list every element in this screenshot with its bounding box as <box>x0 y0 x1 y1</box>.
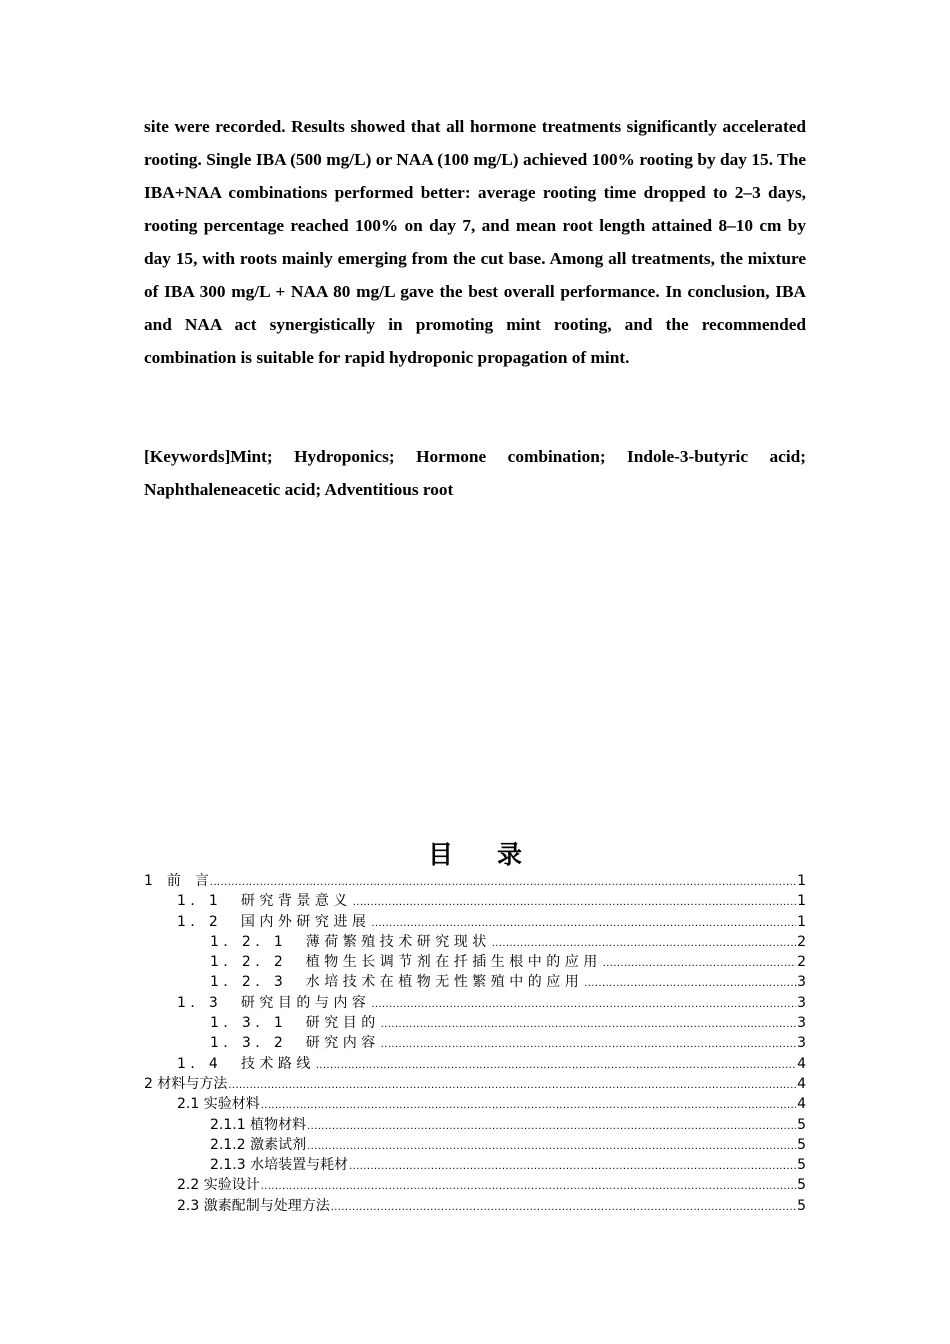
toc-dot-leader <box>228 1075 796 1095</box>
toc-entry-page: 3 <box>797 1015 806 1032</box>
toc-entry[interactable] <box>144 1155 806 1175</box>
toc-entry-page: 5 <box>797 1116 806 1133</box>
toc-entry[interactable] <box>144 1074 806 1094</box>
keywords-paragraph: [Keywords]Mint; Hydroponics; Hormone combination; Indole-3-butyric acid; Naphthaleneacetic acid; Adventitious root <box>144 447 806 499</box>
toc-dot-leader <box>603 953 796 973</box>
toc-dot-leader <box>261 1095 796 1115</box>
toc-entry-page: 5 <box>797 1157 806 1174</box>
toc-entry-label: 2.3 激素配制与处理方法 <box>177 1197 330 1214</box>
toc-entry-label: 2.1.1 植物材料 <box>210 1116 307 1133</box>
toc-entry[interactable] <box>144 1054 806 1074</box>
toc-dot-leader <box>210 872 796 892</box>
toc-entry[interactable] <box>144 1115 806 1135</box>
toc-entry[interactable] <box>144 891 806 911</box>
toc-entry-page: 1 <box>797 913 806 930</box>
toc-dot-leader <box>331 1197 796 1217</box>
toc-entry-label: 1．1 研究背景意义 <box>177 893 352 910</box>
toc-entry-page: 2 <box>797 933 806 950</box>
toc-entry-label: 1．4 技术路线 <box>177 1055 315 1072</box>
toc-entry-page: 1 <box>797 873 806 889</box>
toc-entry-page: 5 <box>797 1177 806 1194</box>
toc-entry-page: 3 <box>797 994 806 1011</box>
toc-dot-leader <box>261 1176 796 1196</box>
toc-entry-label: 2.1.2 激素试剂 <box>210 1136 307 1153</box>
toc-dot-leader <box>584 973 796 993</box>
toc-entry-page: 5 <box>797 1136 806 1153</box>
toc-entry[interactable] <box>144 1135 806 1155</box>
toc-dot-leader <box>316 1055 796 1075</box>
toc-entry[interactable] <box>144 1196 806 1216</box>
toc-dot-leader <box>307 1136 796 1156</box>
toc-entry-label: 1．3．2 研究内容 <box>210 1035 380 1052</box>
toc-entry[interactable] <box>144 952 806 972</box>
toc-entry-label: 1．2．1 薄荷繁殖技术研究现状 <box>210 933 491 950</box>
toc-entry-page: 2 <box>797 954 806 971</box>
toc-entry[interactable] <box>144 1175 806 1195</box>
toc-dot-leader <box>381 1014 796 1034</box>
toc-entry-page: 3 <box>797 1035 806 1052</box>
toc-entry-label: 1．2．2 植物生长调节剂在扦插生根中的应用 <box>210 954 602 971</box>
toc-entry-label: 1 前 言 <box>144 873 209 889</box>
toc-dot-leader <box>353 892 796 912</box>
toc-entry-label: 2.1.3 水培装置与耗材 <box>210 1157 349 1174</box>
toc-entry[interactable] <box>144 993 806 1013</box>
toc-entry-page: 4 <box>797 1096 806 1113</box>
toc-entry[interactable] <box>144 1094 806 1114</box>
toc-entry-label: 2.1 实验材料 <box>177 1096 260 1113</box>
table-of-contents <box>144 871 806 1216</box>
toc-entry[interactable] <box>144 932 806 952</box>
toc-entry-page: 5 <box>797 1197 806 1214</box>
toc-entry-page: 4 <box>797 1055 806 1072</box>
toc-title: 目录 <box>427 840 566 869</box>
toc-entry[interactable] <box>144 1013 806 1033</box>
toc-entry-label: 1．2 国内外研究进展 <box>177 913 371 930</box>
toc-dot-leader <box>349 1156 796 1176</box>
toc-entry-label: 1．3 研究目的与内容 <box>177 994 371 1011</box>
toc-entry-label: 2.2 实验设计 <box>177 1177 260 1194</box>
toc-dot-leader <box>371 913 796 933</box>
abstract-paragraph: site were recorded. Results showed that all hormone treatments significantly accelerated rooting. Single IBA (500 mg/L) or NAA (100 mg/L) achieved 100% rooting by day 15. The IBA+NAA combinations performed better: average rooting time dropped to 2–3 days, rooting percentage reached 100% on day 7, and mean root length attained 8–10 cm by day 15, with roots mainly emerging from the cut base. Among all treatments, the mixture of IBA 300 mg/L + NAA 80 mg/L gave the best overall performance. In conclusion, IBA and NAA act synergistically in promoting mint rooting, and the recommended combination is suitable for rapid hydroponic propagation of mint. <box>144 117 806 367</box>
toc-entry[interactable] <box>144 1033 806 1053</box>
toc-entry-page: 1 <box>797 893 806 910</box>
toc-entry-page: 3 <box>797 974 806 991</box>
toc-dot-leader <box>381 1034 796 1054</box>
toc-dot-leader <box>371 994 796 1014</box>
toc-entry-page: 4 <box>797 1075 806 1092</box>
toc-entry[interactable] <box>144 871 806 891</box>
toc-dot-leader <box>492 933 796 953</box>
toc-entry[interactable] <box>144 972 806 992</box>
toc-dot-leader <box>307 1116 796 1136</box>
toc-entry-label: 2 材料与方法 <box>144 1075 228 1092</box>
toc-entry[interactable] <box>144 912 806 932</box>
toc-entry-label: 1．3．1 研究目的 <box>210 1015 380 1032</box>
toc-entry-label: 1．2．3 水培技术在植物无性繁殖中的应用 <box>210 974 584 991</box>
